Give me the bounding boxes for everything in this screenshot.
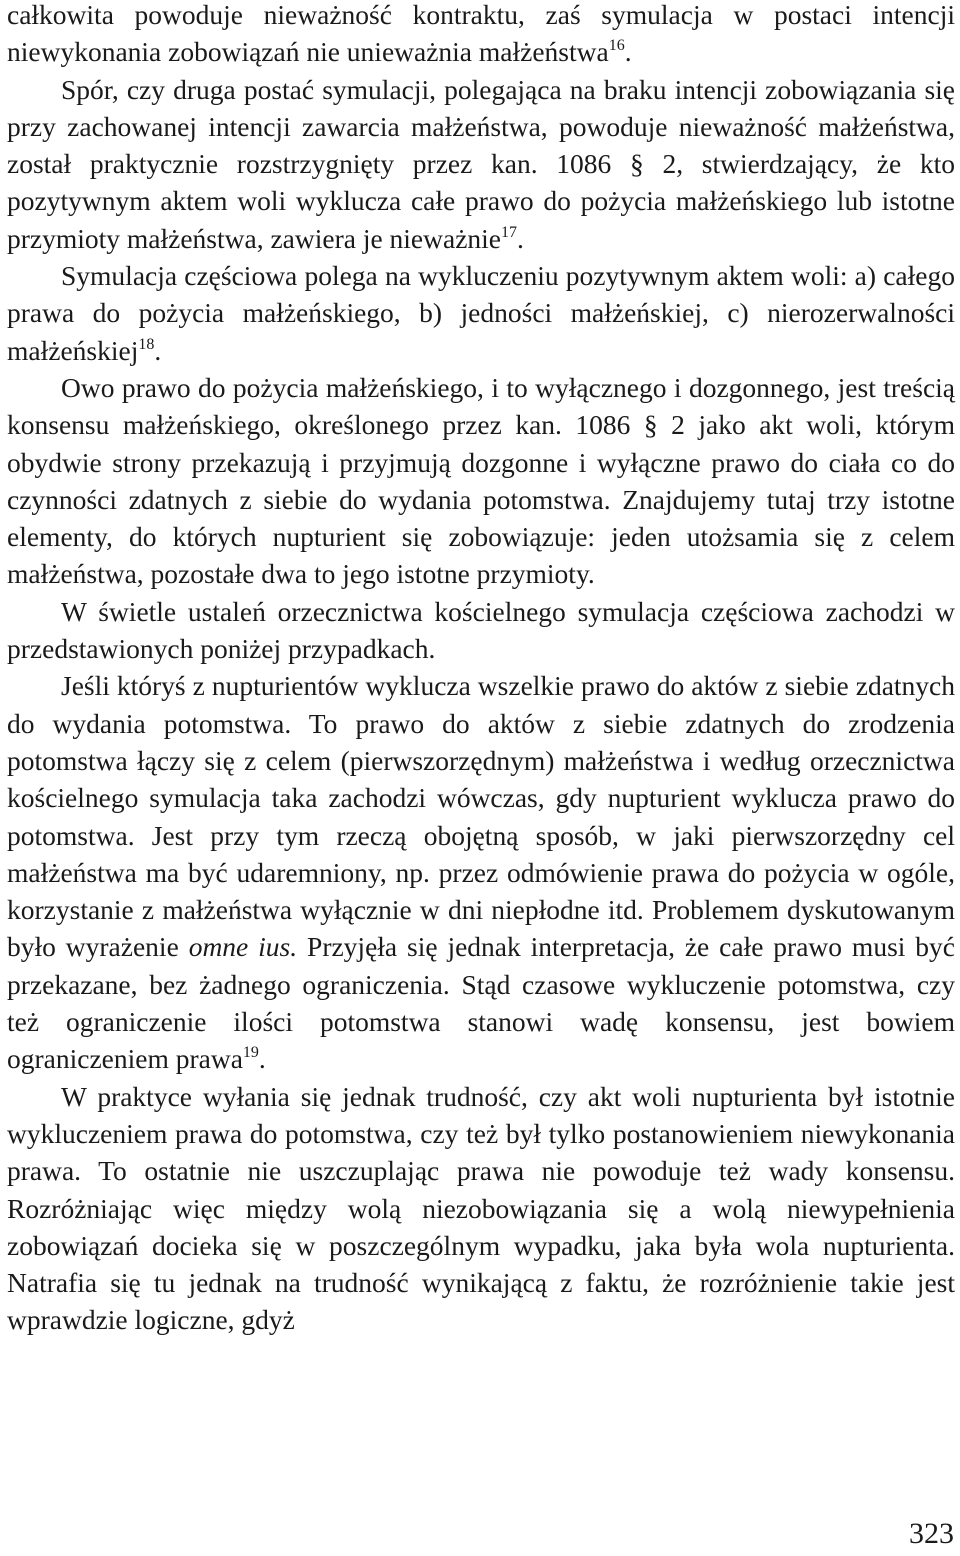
paragraph-5-text: W świetle ustaleń orzecznictwa kościelnego symulacja częściowa zachodzi w przedstawionych poniżej przypadkach.	[7, 595, 955, 665]
paragraph-5	[7, 593, 955, 668]
footnote-ref-18[interactable]: 18	[138, 335, 155, 353]
paragraph-7	[7, 1078, 955, 1339]
paragraph-1-text: całkowita powoduje nieważność kontraktu, zaś symulacja w postaci intencji niewykonania zobowiązań nie unieważnia małżeństwa	[7, 0, 955, 68]
footnote-ref-19[interactable]: 19	[242, 1044, 259, 1062]
paragraph-4-text: Owo prawo do pożycia małżeńskiego, i to wyłącznego i dozgonnego, jest treścią konsensu małżeńskiego, określonego przez kan. 1086 § 2 jako akt woli, którym obydwie strony przekazują i przyjmują dozgonne i wyłączne prawo do ciała co do czynności zdatnych z siebie do wydania potomstwa. Znajdujemy tutaj trzy istotne elementy, do których nupturient się zobowiązuje: jeden utożsamia się z celem małżeństwa, pozostałe dwa to jego istotne przymioty.	[7, 371, 955, 590]
paragraph-2	[7, 71, 955, 257]
paragraph-2-text: Spór, czy druga postać symulacji, polegająca na braku intencji zobowiązania się przy zachowanej intencji zawarcia małżeństwa, powoduje nieważność małżeństwa, został praktycznie rozstrzygnięty przez kan. 1086 § 2, stwierdzający, że kto pozytywnym aktem woli wyklucza całe prawo do pożycia małżeńskiego lub istotne przymioty małżeństwa, zawiera je nieważnie	[7, 73, 955, 254]
paragraph-4	[7, 369, 955, 593]
document-page	[7, 0, 955, 1339]
paragraph-1-tail: .	[624, 36, 632, 68]
paragraph-6-text-after: Przyjęła się jednak interpretacja, że całe prawo musi być przekazane, bez żadnego ograniczenia. Stąd czasowe wykluczenie potomstwa, czy też ograniczenie ilości potomstwa stanowi wadę konsensu, jest bowiem ograniczeniem prawa	[7, 931, 956, 1075]
paragraph-6-text: Jeśli któryś z nupturientów wyklucza wszelkie prawo do aktów z siebie zdatnych do wydania potomstwa. To prawo do aktów z siebie zdatnych do zrodzenia potomstwa łączy się z celem (pierwszorzędnym) małżeństwa i według orzecznictwa kościelnego symulacja taka zachodzi wówczas, gdy nupturient wyklucza prawo do potomstwa. Jest przy tym rzeczą obojętną sposób, w jaki pierwszorzędny cel małżeństwa ma być udaremniony, np. przez odmówienie prawa do pożycia w ogóle, korzystanie z małżeństwa wyłącznie w dni niepłodne itd. Problemem dyskutowanym było wyrażenie	[7, 670, 955, 963]
paragraph-1	[7, 0, 955, 71]
paragraph-6-tail: .	[258, 1043, 266, 1075]
paragraph-3-text: Symulacja częściowa polega na wykluczeniu pozytywnym aktem woli: a) całego prawa do pożycia małżeńskiego, b) jedności małżeńskiej, c) nierozerwalności małżeńskiej	[7, 260, 955, 366]
paragraph-3	[7, 257, 955, 369]
paragraph-6-emphasis: omne ius.	[188, 931, 298, 963]
paragraph-3-tail: .	[154, 334, 162, 366]
footnote-ref-16[interactable]: 16	[608, 37, 625, 55]
paragraph-6	[7, 667, 955, 1077]
paragraph-2-tail: .	[517, 222, 524, 254]
footnote-ref-17[interactable]: 17	[501, 223, 518, 241]
paragraph-7-text: W praktyce wyłania się jednak trudność, czy akt woli nupturienta był istotnie wykluczeniem prawa do potomstwa, czy też był tylko postanowieniem niewykonania prawa. To ostatnie nie uszczuplając prawa nie powoduje też wady konsensu. Rozróżniając więc między wolą niezobowiązania się a wolą niewypełnienia zobowiązań docieka się w poszczególnym wypadku, jaka była wola nupturienta. Natrafia się tu jednak na trudność wynikającą z faktu, że rozróżnienie takie jest wprawdzie logiczne, gdyż	[7, 1080, 955, 1336]
page-number: 323	[909, 1517, 954, 1550]
